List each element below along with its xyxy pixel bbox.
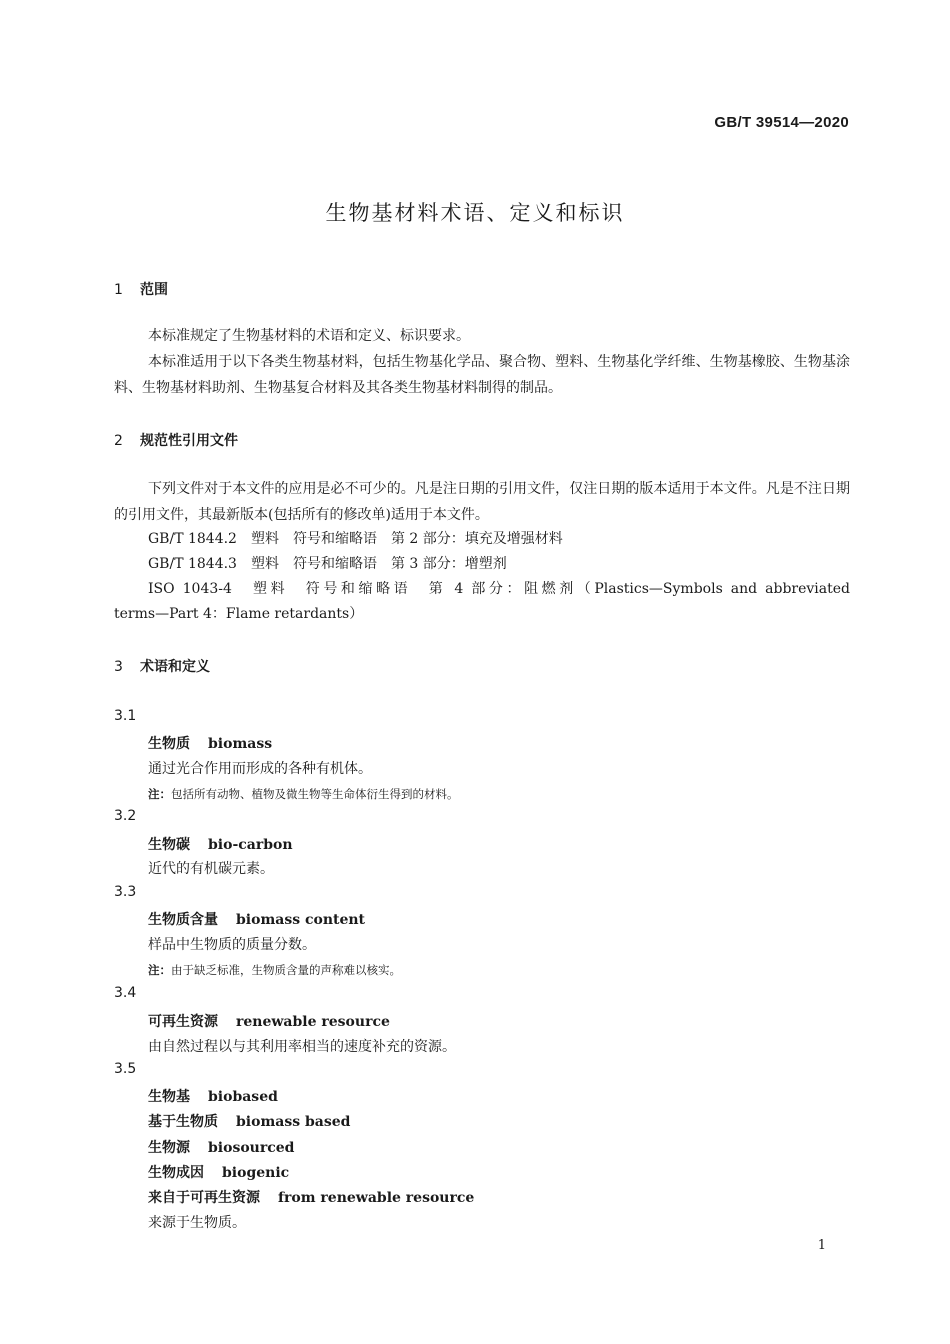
- scope-paragraph-2: 本标准适用于以下各类生物基材料，包括生物基化学品、聚合物、塑料、生物基化学纤维、生物基橡胶、生物基涂料、生物基材料助剂、生物基复合材料及其各类生物基材料制得的制品。: [114, 354, 850, 396]
- term-zh: 基于生物质: [148, 1114, 218, 1130]
- reference-item: GB/T 1844.3 塑料 符号和缩略语 第 3 部分：增塑剂: [148, 556, 507, 572]
- term-number: 3.3: [114, 884, 137, 900]
- term-en: biomass based: [236, 1114, 351, 1130]
- section-title: 规范性引用文件: [140, 433, 238, 449]
- note-text: 由于缺乏标准，生物质含量的声称难以核实。: [171, 963, 401, 977]
- term-en: biomass content: [236, 912, 366, 928]
- scope-paragraph-1: 本标准规定了生物基材料的术语和定义、标识要求。: [148, 328, 470, 344]
- term-number: 3.5: [114, 1061, 137, 1077]
- reference-item: GB/T 1844.2 塑料 符号和缩略语 第 2 部分：填充及增强材料: [148, 531, 563, 547]
- section-number: 2: [114, 433, 123, 449]
- term-definition: 由自然过程以与其利用率相当的速度补充的资源。: [148, 1039, 456, 1055]
- term-number: 3.4: [114, 985, 137, 1001]
- term-zh: 生物成因: [148, 1165, 204, 1181]
- section-title: 术语和定义: [140, 659, 210, 675]
- term-zh: 来自于可再生资源: [148, 1190, 260, 1206]
- term-entry: [148, 834, 293, 854]
- term-zh: 生物质: [148, 736, 190, 752]
- reference-item-long: [114, 577, 850, 603]
- term-entry: [148, 1187, 474, 1207]
- term-zh: 生物质含量: [148, 912, 218, 928]
- reference-line-2: terms—Part 4：Flame retardants）: [114, 606, 364, 622]
- note-text: 包括所有动物、植物及微生物等生命体衍生得到的材料。: [171, 787, 459, 801]
- term-definition: 通过光合作用而形成的各种有机体。: [148, 761, 372, 777]
- term-entry: [148, 1086, 278, 1106]
- term-zh: 可再生资源: [148, 1014, 218, 1030]
- term-definition: 来源于生物质。: [148, 1215, 246, 1231]
- term-en: bio-carbon: [208, 837, 293, 853]
- term-note: [148, 786, 459, 802]
- standard-code: GB/T 39514—2020: [714, 114, 849, 131]
- term-definition: 样品中生物质的质量分数。: [148, 937, 316, 953]
- term-entry: [148, 909, 365, 929]
- document-title: 生物基材料术语、定义和标识: [325, 201, 625, 225]
- term-entry: [148, 1011, 390, 1031]
- term-en: biogenic: [222, 1165, 290, 1181]
- note-label: 注：: [148, 787, 171, 801]
- term-en: biomass: [208, 736, 273, 752]
- term-definition: 近代的有机碳元素。: [148, 861, 274, 877]
- section-2-heading: [114, 430, 238, 450]
- term-en: biobased: [208, 1089, 278, 1105]
- reference-line-1: ISO 1043-4 塑料 符号和缩略语 第 4 部分：阻燃剂（Plastics—Symbols and abbreviated: [148, 581, 850, 597]
- section-number: 3: [114, 659, 123, 675]
- term-zh: 生物碳: [148, 837, 190, 853]
- term-zh: 生物基: [148, 1089, 190, 1105]
- section-title: 范围: [140, 282, 168, 298]
- section-1-heading: [114, 279, 168, 299]
- note-label: 注：: [148, 963, 171, 977]
- term-entry: [148, 733, 272, 753]
- term-entry: [148, 1137, 294, 1157]
- term-zh: 生物源: [148, 1140, 190, 1156]
- term-en: biosourced: [208, 1140, 295, 1156]
- term-entry: [148, 1162, 289, 1182]
- page-number: 1: [817, 1238, 826, 1253]
- section-number: 1: [114, 282, 123, 298]
- term-number: 3.2: [114, 808, 137, 824]
- term-note: [148, 962, 401, 978]
- term-entry: [148, 1111, 350, 1131]
- term-number: 3.1: [114, 708, 137, 724]
- term-en: from renewable resource: [278, 1190, 475, 1206]
- section-3-heading: [114, 656, 210, 676]
- term-en: renewable resource: [236, 1014, 390, 1030]
- normative-intro-paragraph: 下列文件对于本文件的应用是必不可少的。凡是注日期的引用文件，仅注日期的版本适用于本文件。凡是不注日期的引用文件，其最新版本(包括所有的修改单)适用于本文件。: [114, 481, 850, 523]
